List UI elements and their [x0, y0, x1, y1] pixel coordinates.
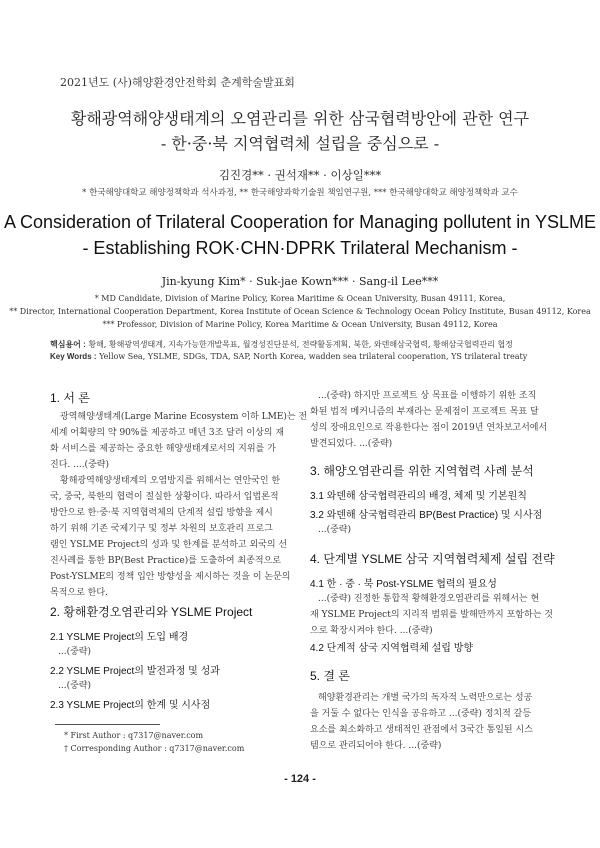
body-line: ...(중략) 진정한 통합적 황해환경오염관리를 위해서는 현 [318, 594, 540, 604]
body-line: 발견되었다. ...(중략) [310, 439, 393, 449]
body-line: 으로 확장시켜야 한다. ...(중략) [310, 626, 433, 636]
keywords-korean-text: 황해, 황해광역생태계, 지속가능한개발목표, 월경성진단분석, 전략활동계획, 북한, 와덴해삼국협력, 황해삼국협력관리 협정 [85, 340, 513, 349]
page-number: - 124 - [284, 773, 316, 785]
keywords-korean-label: 핵심용어 : [50, 340, 86, 349]
body-line: 램인 YSLME Project의 성과 및 한계를 분석하고 외국의 선 [50, 540, 288, 550]
body-line: 요소를 최소화하고 생태적인 관점에서 3국간 통일된 시스 [310, 725, 533, 735]
section-2-1-title: 2.1 YSLME Project의 도입 배경 [50, 632, 189, 643]
section-5-body [310, 690, 555, 754]
section-1-title: 1. 서 론 [50, 391, 90, 405]
body-line: 방안으로 한·중·북 지역협력체의 단계적 설립 방향을 제시 [50, 508, 273, 518]
english-title-line2: - Establishing ROK·CHN·DPRK Trilateral Mechanism - [82, 238, 518, 258]
body-line: 을 거둘 수 없다는 인식을 공유하고 ...(중략) 정치적 갈등 [310, 709, 532, 719]
keywords-english [50, 352, 527, 361]
footnote-corresponding-author: † Corresponding Author : q7317@naver.com [64, 744, 245, 753]
keywords-korean [50, 339, 513, 350]
section-2-2-title: 2.2 YSLME Project의 발전과정 및 성과 [50, 666, 220, 677]
footnote-first-author: * First Author : q7317@naver.com [64, 731, 204, 740]
korean-title-line1: 황해광역해양생태계의 오염관리를 위한 삼국협력방안에 관한 연구 [70, 109, 530, 128]
body-line: 목적으로 한다. [50, 588, 108, 598]
body-line: 진사례를 통한 BP(Best Practice)를 도출하여 최종적으로 [50, 556, 281, 566]
right-continuation-body [310, 388, 555, 452]
section-4-1-body [310, 591, 555, 639]
keywords-english-text: Yellow Sea, YSLME, SDGs, TDA, SAP, North Korea, wadden sea trilateral cooperation, YS trilateral treaty [96, 352, 528, 361]
body-line: 성의 장애요인으로 작용한다는 점이 2019년 연차보고서에서 [310, 423, 548, 433]
section-2-title: 2. 황해환경오염관리와 YSLME Project [50, 605, 253, 619]
conference-header: 2021년도 (사)해양환경안전학회 춘계학술발표회 [60, 76, 295, 89]
body-line: 세계 어획량의 약 90%를 제공하고 매년 3조 달러 이상의 재 [50, 428, 285, 438]
section-3-2-title: 3.2 와덴해 삼국협력관리 BP(Best Practice) 및 시사점 [310, 510, 543, 521]
section-3-2-body: ...(중략) [318, 525, 351, 535]
section-4-1-title: 4.1 한 · 중 · 북 Post-YSLME 협력의 필요성 [310, 579, 497, 590]
english-title-line1: A Consideration of Trilateral Cooperation for Managing pollutent in YSLME [3, 212, 596, 232]
body-line: 광역해양생태계(Large Marine Ecosystem 이하 LME)는 전 [60, 412, 308, 422]
korean-affiliations: * 한국해양대학교 해양정책학과 석사과정, ** 한국해양과학기술원 책임연구원, *** 한국해양대학교 해양정책학과 교수 [82, 188, 518, 198]
section-5-title: 5. 결 론 [310, 669, 350, 683]
body-line: 화 서비스를 제공하는 중요한 해양생태계로서의 지위를 가 [50, 444, 276, 454]
body-line: 재 YSLME Project의 지리적 범위를 발해만까지 포함하는 것 [310, 610, 553, 620]
body-line: 진다. ....(중략) [50, 460, 109, 470]
english-authors: Jin-kyung Kim* · Suk-jae Kown*** · Sang-il Lee*** [161, 275, 439, 288]
section-2-2-body: ...(중략) [58, 681, 91, 691]
english-affiliation-1: * MD Candidate, Division of Marine Policy, Korea Maritime & Ocean University, Busan 49111, Korea, [94, 294, 506, 303]
korean-authors: 김진경** · 권석재** · 이상일*** [218, 168, 382, 182]
section-4-2-title: 4.2 단계적 삼국 지역협력체 설립 방향 [310, 643, 474, 654]
body-line: 화된 법적 메커니즘의 부재라는 문제점이 프로젝트 목표 달 [310, 407, 539, 417]
english-affiliation-2: ** Director, International Cooperation Department, Korea Institute of Ocean Science & Technology Ocean Policy Institute, Busan 49112, Korea [9, 307, 591, 316]
body-line: 템으로 관리되어야 한다. ...(중략) [310, 741, 442, 751]
section-2-3-title: 2.3 YSLME Project의 한계 및 시사점 [50, 700, 211, 711]
body-line: 국, 중국, 북한의 협력이 절실한 상황이다. 따라서 입법론적 [50, 492, 279, 502]
keywords-english-label: Key Words : [50, 352, 97, 361]
footnote-rule [55, 724, 160, 725]
body-line: 황해광역해양생태계의 오염방지를 위해서는 연안국인 한 [60, 476, 281, 486]
body-line: 하기 위해 기존 국제기구 및 정부 차원의 보호관리 프로그 [50, 524, 273, 534]
body-line: 해양환경관리는 개별 국가의 독자적 노력만으로는 성공 [318, 693, 533, 703]
english-affiliation-3: *** Professor, Division of Marine Policy, Korea Maritime & Ocean University, Busan 49112, Korea [102, 320, 498, 329]
section-1-body [50, 409, 308, 601]
section-4-title: 4. 단계별 YSLME 삼국 지역협력체제 설립 전략 [310, 552, 555, 566]
section-3-1-title: 3.1 와덴해 삼국협력관리의 배경, 체제 및 기본원칙 [310, 491, 527, 502]
korean-title-line2: - 한·중·북 지역협력체 설립을 중심으로 - [160, 134, 440, 153]
section-2-1-body: ...(중략) [58, 647, 91, 657]
body-line: ...(중략) 하지만 프로젝트 상 목표를 이행하기 위한 조직 [318, 391, 537, 401]
body-line: Post-YSLME의 정책 입안 방향성을 제시하는 것을 이 논문의 [50, 572, 291, 582]
section-3-title: 3. 해양오염관리를 위한 지역협력 사례 분석 [310, 464, 534, 478]
